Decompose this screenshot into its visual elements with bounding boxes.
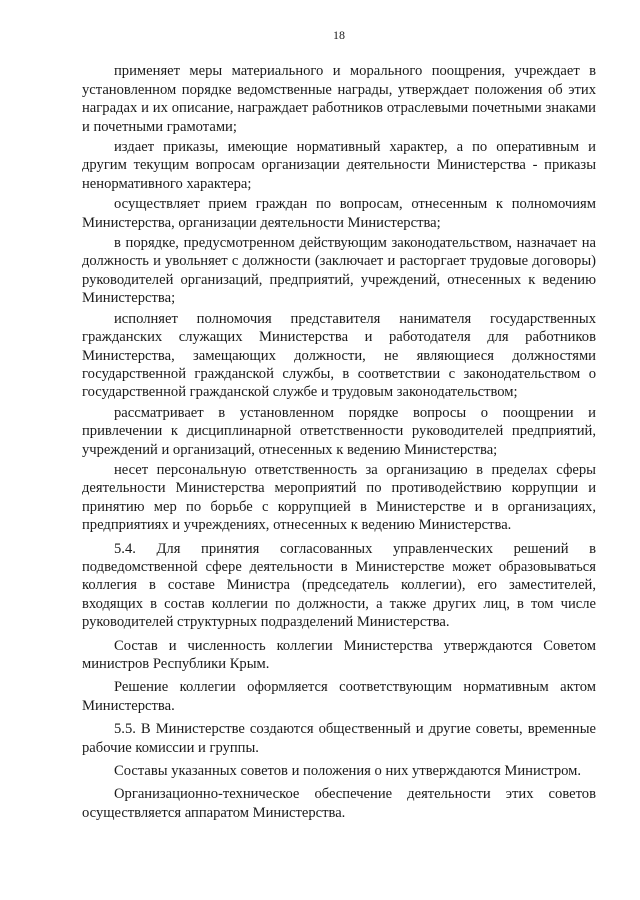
paragraph-5-4-collegium: 5.4. Для принятия согласованных управленческих решений в подведомственной сфере деятельности в Министерстве может образовываться коллегия в составе Министра (председатель коллегии), его заместителей, входящих в состав коллегии по должности, а также других лиц, в том числе руководителей структурных подразделений Министерства. — [82, 540, 596, 631]
paragraph-employer-powers: исполняет полномочия представителя нанимателя государственных гражданских служащих Министерства и работодателя для работников Министерства, замещающих должности, не являющиеся должностями государственной гражданской службы, в соответствии с законодательством о государственной гражданской службе и трудовым законодательством; — [82, 310, 596, 401]
paragraph-anticorruption: несет персональную ответственность за организацию в пределах сферы деятельности Министерства мероприятий по противодействию коррупции и принятию мер по борьбе с коррупцией в Министерстве и в организациях, предприятиях и учреждениях, отнесенных к ведению Министерства. — [82, 461, 596, 534]
paragraph-5-5-councils: 5.5. В Министерстве создаются общественный и другие советы, временные рабочие комиссии и группы. — [82, 721, 596, 756]
paragraph-collegium-composition: Состав и численность коллегии Министерства утверждаются Советом министров Республики Крым. — [82, 637, 596, 672]
paragraph-rewards: применяет меры материального и морального поощрения, учреждает в установленном порядке ведомственные награды, утверждает положения об этих наградах и их описание, награждает работников отраслевыми почетными знаками и почетными грамотами; — [82, 63, 596, 135]
paragraph-citizen-reception: осуществляет прием граждан по вопросам, отнесенным к полномочиям Министерства, организации деятельности Министерства; — [82, 196, 596, 231]
paragraph-councils-composition: Составы указанных советов и положения о них утверждаются Министром. — [114, 763, 582, 780]
paragraph-disciplinary: рассматривает в установленном порядке вопросы о поощрении и привлечении к дисциплинарной ответственности руководителей предприятий, учреждений и организаций, отнесенных к ведению Министерства; — [82, 404, 596, 458]
paragraph-appointments: в порядке, предусмотренном действующим законодательством, назначает на должность и увольняет с должности (заключает и расторгает трудовые договоры) руководителей организаций, предприятий, учреждений, отнесенных к ведению Министерства; — [82, 235, 596, 307]
paragraph-orders: издает приказы, имеющие нормативный характер, а по оперативным и другим текущим вопросам организации деятельности Министерства - приказы ненормативного характера; — [82, 139, 596, 192]
paragraph-councils-support: Организационно-техническое обеспечение деятельности этих советов осуществляется аппаратом Министерства. — [82, 786, 596, 821]
page-number: 18 — [333, 28, 345, 42]
paragraph-collegium-decision: Решение коллегии оформляется соответствующим нормативным актом Министерства. — [82, 679, 596, 714]
